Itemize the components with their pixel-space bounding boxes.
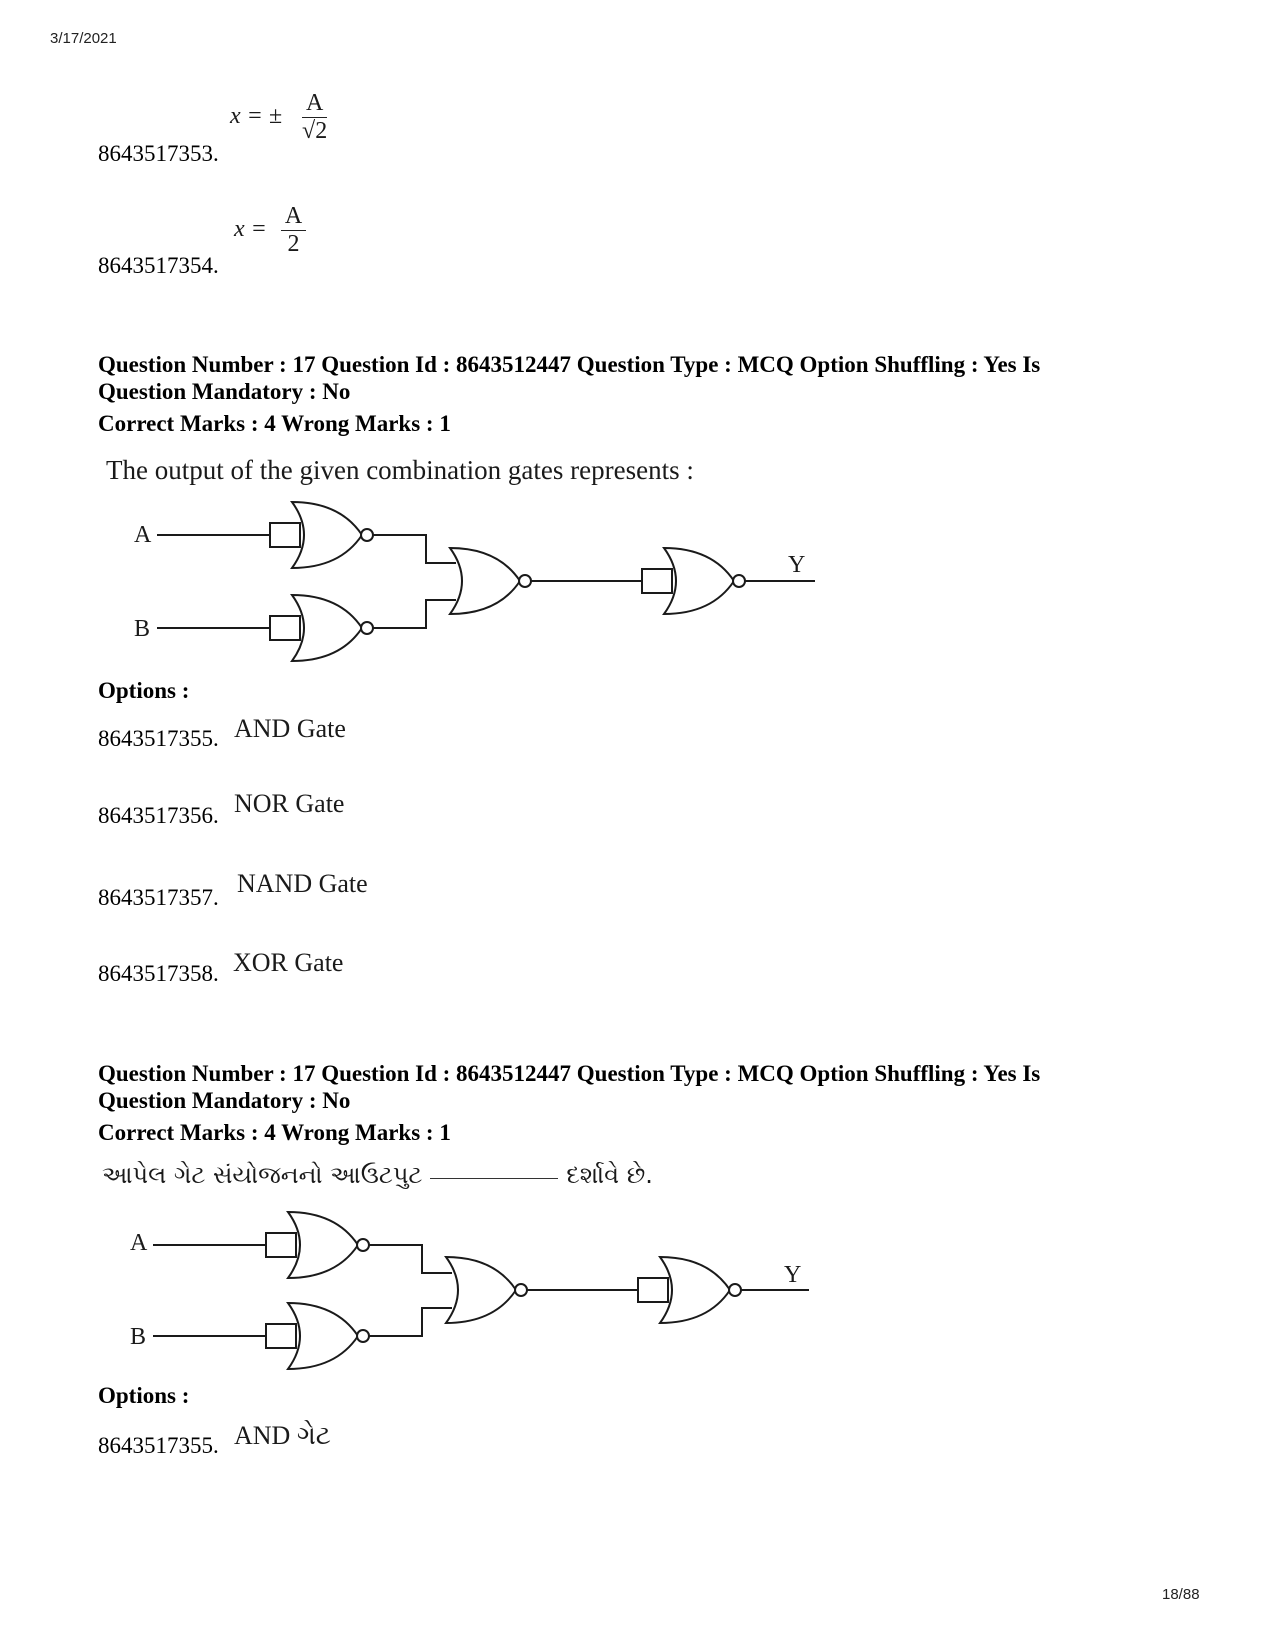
- input-buffer: [266, 1233, 296, 1257]
- option-id: 8643517355.: [98, 726, 219, 751]
- output-label-y: Y: [788, 552, 806, 578]
- fraction-numerator: A: [302, 90, 327, 118]
- formula-option-2: [234, 203, 306, 258]
- inversion-bubble: [729, 1284, 741, 1296]
- nor-gate-1: [288, 1212, 358, 1278]
- formula-lhs: x = ±: [230, 103, 283, 130]
- fraction-denominator: 2: [287, 231, 300, 257]
- input-label-b: B: [130, 1324, 147, 1350]
- question-header-line1: Question Number : 17 Question Id : 8643512447 Question Type : MCQ Option Shuffling : Yes Is: [98, 352, 1041, 377]
- nor-gate-4: [660, 1257, 730, 1323]
- question-header-line2: Question Mandatory : No: [98, 1088, 351, 1113]
- stem-part-1: આપેલ ગેટ સંયોજનનો આઉટપુટ: [102, 1161, 423, 1189]
- input-label-a: A: [134, 522, 152, 548]
- wire-g2-g3: [369, 1308, 452, 1336]
- inversion-bubble: [357, 1239, 369, 1251]
- fraction-denominator: √2: [302, 118, 328, 144]
- input-buffer: [270, 616, 300, 640]
- wire-g1-g3: [369, 1245, 452, 1273]
- print-date: 3/17/2021: [50, 30, 117, 47]
- input-buffer: [642, 569, 672, 593]
- fill-in-blank: [430, 1178, 558, 1179]
- stem-part-2: દર્શાવે છે.: [566, 1161, 653, 1189]
- option-text: NOR Gate: [234, 789, 345, 818]
- nor-gate-3: [446, 1257, 516, 1323]
- input-label-a: A: [130, 1230, 148, 1256]
- question-marks: Correct Marks : 4 Wrong Marks : 1: [98, 1120, 451, 1145]
- options-label: Options :: [98, 678, 190, 703]
- inversion-bubble: [361, 622, 373, 634]
- inversion-bubble: [519, 575, 531, 587]
- logic-circuit-diagram: [120, 490, 840, 675]
- option-text-value: AND ગેટ: [234, 1421, 331, 1450]
- input-label-b: B: [134, 616, 151, 642]
- page-number: 18/88: [1162, 1586, 1200, 1603]
- options-label: Options :: [98, 1383, 190, 1408]
- logic-circuit-diagram: [116, 1200, 836, 1385]
- question-stem: The output of the given combination gates represents :: [106, 455, 694, 485]
- inversion-bubble: [361, 529, 373, 541]
- option-text: [234, 1421, 331, 1452]
- option-id: 8643517353.: [98, 141, 219, 166]
- input-buffer: [266, 1324, 296, 1348]
- fraction-numerator: A: [281, 203, 306, 231]
- wire-g2-g3: [373, 600, 456, 628]
- inversion-bubble: [733, 575, 745, 587]
- option-id: 8643517358.: [98, 961, 219, 986]
- fraction: [281, 203, 306, 258]
- nor-gate-2: [288, 1303, 358, 1369]
- input-buffer: [270, 523, 300, 547]
- nor-gate-4: [664, 548, 734, 614]
- option-id: 8643517354.: [98, 253, 219, 278]
- question-stem: [102, 1161, 653, 1189]
- output-label-y: Y: [784, 1262, 802, 1288]
- formula-lhs: x =: [234, 216, 267, 243]
- option-text: XOR Gate: [233, 948, 344, 977]
- inversion-bubble: [515, 1284, 527, 1296]
- option-id: 8643517357.: [98, 885, 219, 910]
- fraction: [298, 90, 331, 145]
- input-buffer: [638, 1278, 668, 1302]
- option-id: 8643517355.: [98, 1433, 219, 1458]
- option-id: 8643517356.: [98, 803, 219, 828]
- question-header-line2: Question Mandatory : No: [98, 379, 351, 404]
- question-header-line1: Question Number : 17 Question Id : 8643512447 Question Type : MCQ Option Shuffling : Yes Is: [98, 1061, 1041, 1086]
- wire-g1-g3: [373, 535, 456, 563]
- option-text: AND Gate: [234, 714, 346, 743]
- question-marks: Correct Marks : 4 Wrong Marks : 1: [98, 411, 451, 436]
- formula-option-1: [230, 90, 331, 145]
- option-text: NAND Gate: [237, 869, 368, 898]
- nor-gate-3: [450, 548, 520, 614]
- nor-gate-2: [292, 595, 362, 661]
- nor-gate-1: [292, 502, 362, 568]
- inversion-bubble: [357, 1330, 369, 1342]
